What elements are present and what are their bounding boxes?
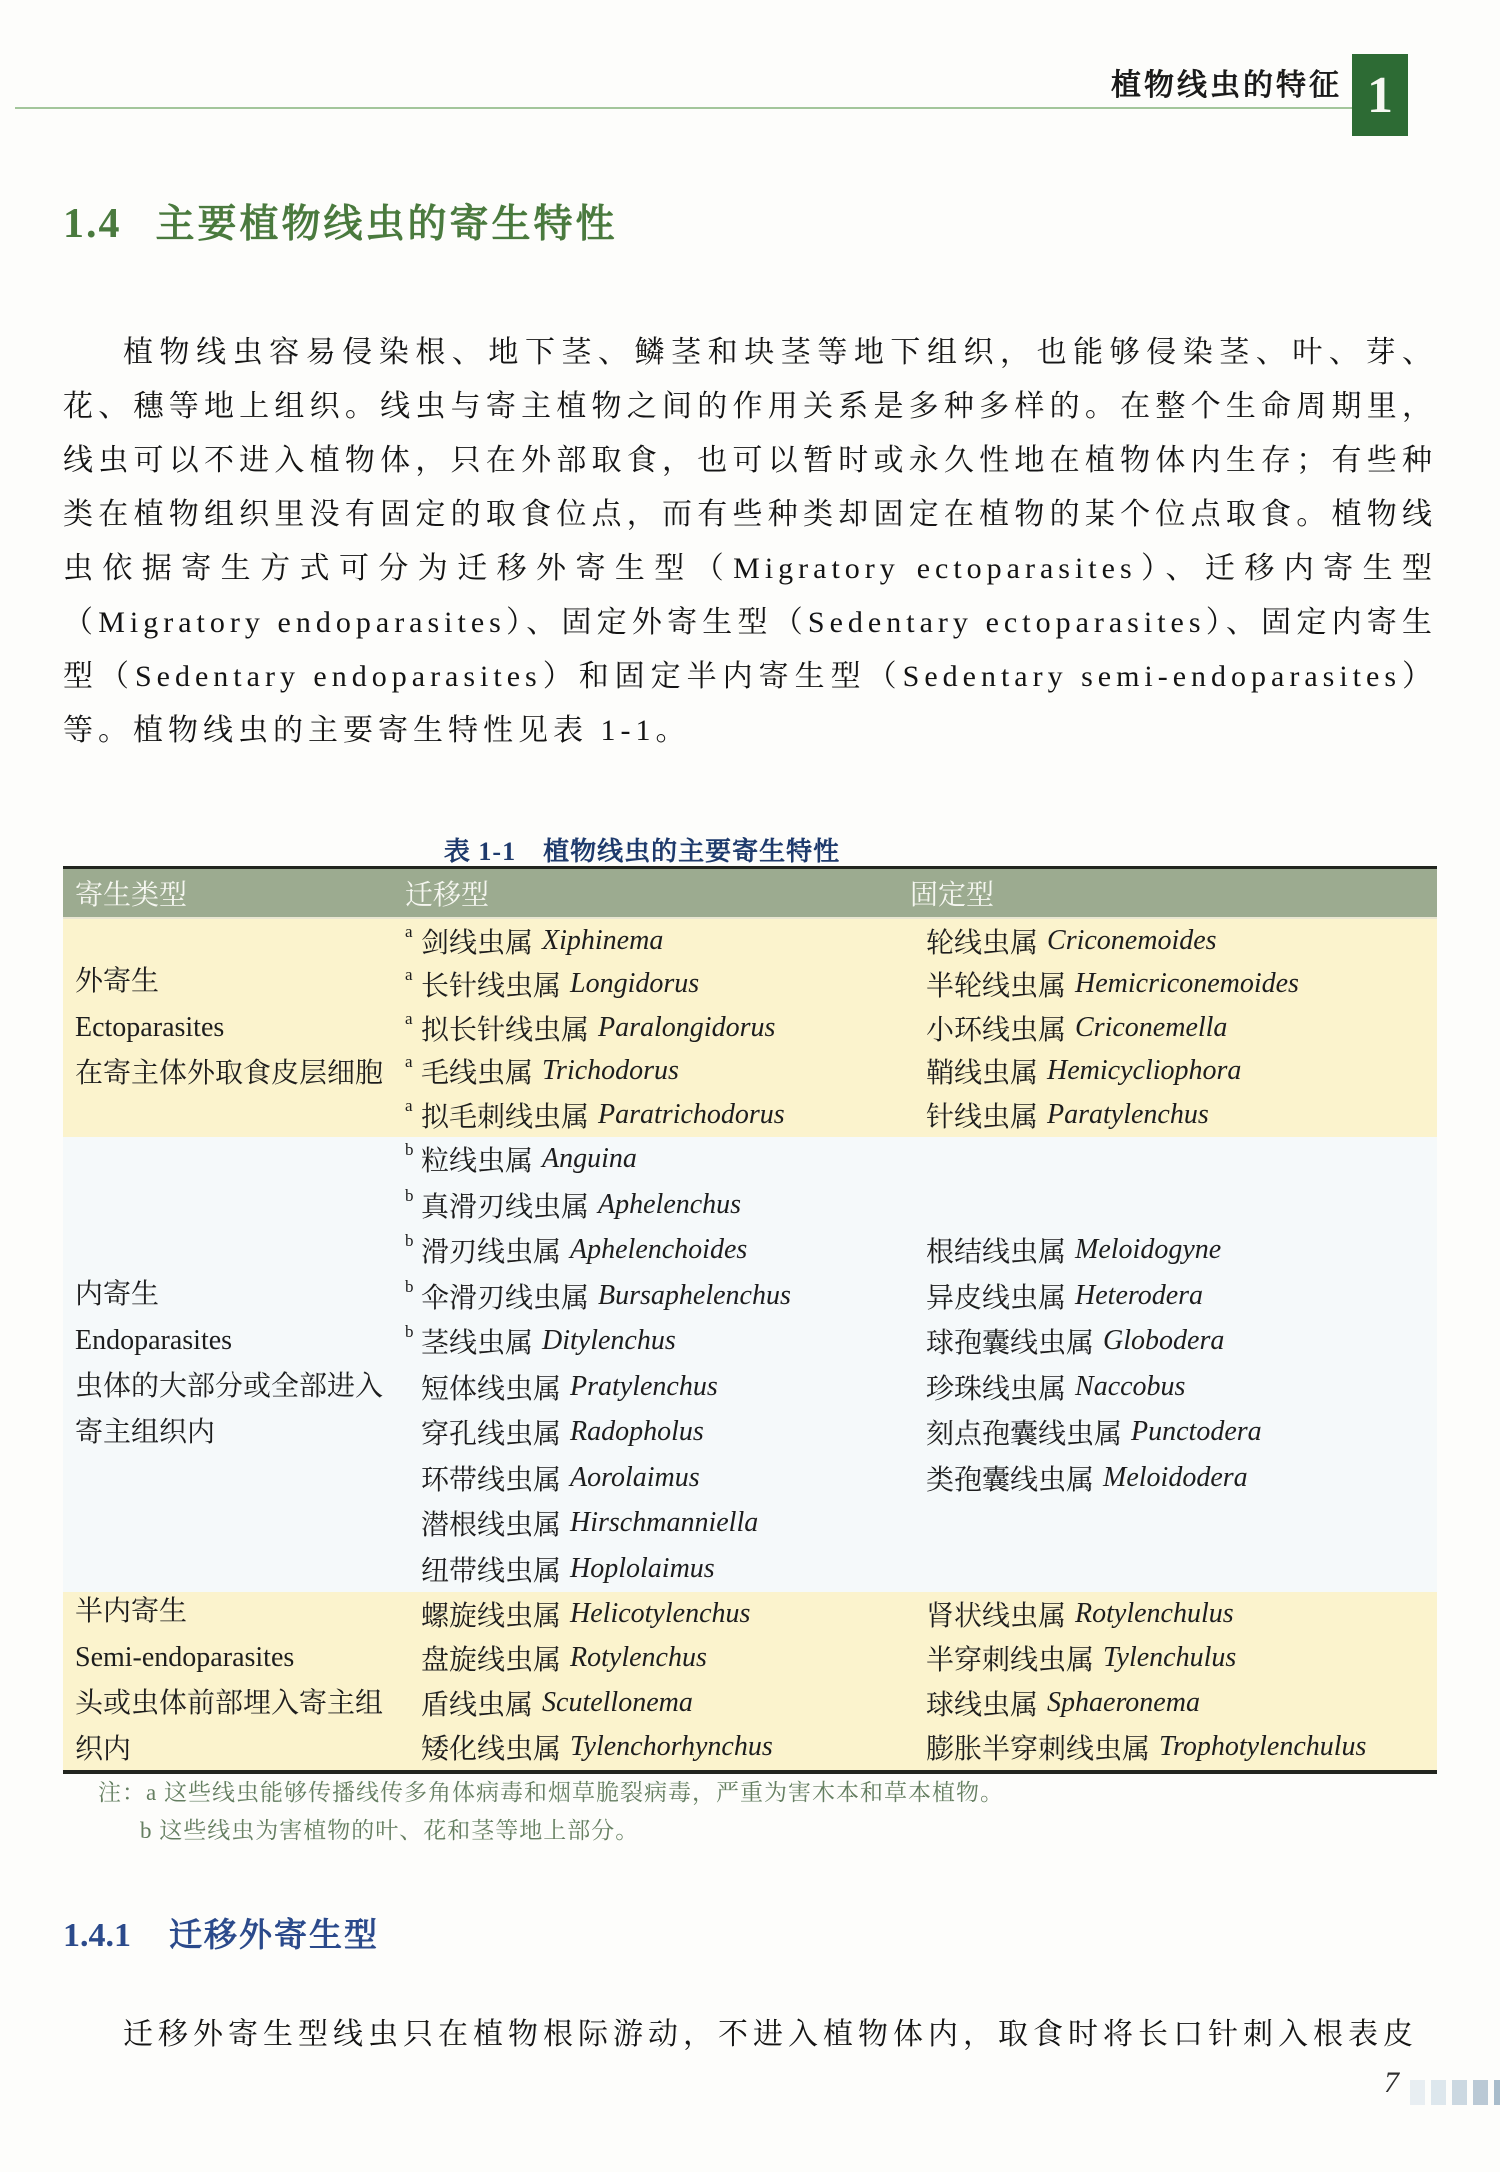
genus-footnote-mark: b [405, 1276, 414, 1296]
type-line: Endoparasites [75, 1325, 233, 1356]
genus-name-cn: 粒线虫属 [421, 1146, 534, 1178]
parasitism-type-cell [63, 1592, 405, 1770]
genus-cell [910, 1636, 1437, 1681]
parasitism-type-cell [63, 1137, 405, 1592]
genus-name-cn: 针线虫属 [926, 1101, 1039, 1133]
genus-name-latin: Heterodera [1075, 1279, 1204, 1311]
body-paragraph: 迁移外寄生型线虫只在植物根际游动，不进入植物体内，取食时将长口针刺入根表皮 [123, 2018, 1418, 2051]
genus-cell [405, 1273, 910, 1319]
section-title: 主要植物线虫的寄生特性 [155, 203, 618, 246]
genus-cell [910, 1228, 1437, 1274]
type-line: Ectoparasites [75, 1011, 225, 1043]
genus-name-latin: Paratylenchus [1047, 1098, 1209, 1130]
genus-cell [910, 1319, 1437, 1365]
genus-name-latin: Aorolaimus [570, 1461, 700, 1493]
genus-name-cn: 拟长针线虫属 [421, 1014, 590, 1046]
genus-name-latin: Sphaeronema [1047, 1686, 1200, 1718]
genus-name-cn: 刻点孢囊线虫属 [926, 1419, 1123, 1451]
genus-name-cn: 螺旋线虫属 [421, 1600, 562, 1632]
genus-name-cn: 球线虫属 [926, 1689, 1039, 1721]
genus-name-cn: 小环线虫属 [926, 1014, 1067, 1046]
note-line: b 这些线虫为害植物的叶、花和茎等地上部分。 [140, 1818, 640, 1843]
genus-name-cn: 剑线虫属 [421, 927, 534, 959]
genus-name-cn: 伞滑刃线虫属 [421, 1282, 590, 1314]
genus-name-cn: 轮线虫属 [926, 927, 1039, 959]
note-line: 注：a 这些线虫能够传播线传多角体病毒和烟草脆裂病毒，严重为害木本和草本植物。 [98, 1780, 1004, 1805]
genus-name-latin: Ditylenchus [542, 1325, 676, 1357]
genus-name-cn: 长针线虫属 [421, 971, 562, 1003]
genus-cell [405, 1636, 910, 1681]
chapter-number: 1 [1367, 66, 1393, 124]
genus-name-cn: 短体线虫属 [421, 1373, 562, 1405]
genus-cell [405, 1050, 910, 1094]
table-section [63, 1137, 1437, 1592]
subsection-title: 迁移外寄生型 [169, 1916, 379, 1953]
genus-name-latin: Aphelenchoides [570, 1234, 748, 1266]
subsection-number: 1.4.1 [63, 1917, 131, 1954]
genus-cell [405, 1364, 910, 1410]
genus-cell [405, 1681, 910, 1726]
genus-name-latin: Paralongidorus [598, 1011, 776, 1043]
page-edge-marks [1410, 2080, 1500, 2105]
genus-footnote-mark: a [405, 965, 413, 985]
subsection-heading [63, 1918, 379, 1953]
genus-name-latin: Xiphinema [542, 924, 664, 956]
genus-cell [405, 919, 910, 963]
genus-cell [405, 1319, 910, 1365]
genus-name-latin: Hemicycliophora [1047, 1055, 1242, 1087]
genus-name-latin: Bursaphelenchus [598, 1279, 791, 1311]
genus-name-latin: Naccobus [1075, 1370, 1186, 1402]
genus-cell [405, 1182, 910, 1228]
genus-name-latin: Trichodorus [542, 1055, 679, 1087]
genus-name-latin: Longidorus [570, 968, 700, 1000]
genus-name-latin: Hemicriconemoides [1075, 968, 1299, 1000]
genus-footnote-mark: a [405, 921, 413, 941]
genus-cell [910, 1050, 1437, 1094]
genus-name-latin: Punctodera [1131, 1416, 1262, 1448]
genus-name-cn: 毛线虫属 [421, 1058, 534, 1090]
genus-name-latin: Paratrichodorus [598, 1098, 785, 1130]
genus-name-latin: Rotylenchulus [1075, 1597, 1234, 1629]
genus-name-cn: 纽带线虫属 [421, 1555, 562, 1587]
genus-name-latin: Pratylenchus [570, 1370, 718, 1402]
genus-name-latin: Meloidogyne [1075, 1234, 1222, 1266]
genus-cell [910, 1725, 1437, 1770]
genus-cell [405, 963, 910, 1007]
genus-name-cn: 矮化线虫属 [421, 1734, 562, 1766]
table-caption: 表 1-1 植物线虫的主要寄生特性 [443, 837, 841, 866]
genus-name-latin: Tylenchulus [1103, 1642, 1237, 1674]
genus-cell [910, 1681, 1437, 1726]
genus-cell [405, 1725, 910, 1770]
genus-cell [910, 1410, 1437, 1456]
genus-name-cn: 真滑刃线虫属 [421, 1191, 590, 1223]
section-heading [63, 203, 618, 245]
genus-cell [910, 1364, 1437, 1410]
type-line: 织内 [75, 1733, 132, 1765]
edge-mark [1431, 2080, 1446, 2105]
genus-name-cn: 球孢囊线虫属 [926, 1328, 1095, 1360]
parasitism-table [63, 866, 1437, 1774]
genus-name-cn: 膨胀半穿刺线虫属 [926, 1734, 1151, 1766]
table-header-row [63, 869, 1437, 919]
genus-name-cn: 半轮线虫属 [926, 971, 1067, 1003]
genus-name-latin: Criconemella [1075, 1011, 1228, 1043]
table-section [63, 1592, 1437, 1770]
column-header-sedentary: 固定型 [910, 880, 995, 911]
header-rule [15, 107, 1353, 109]
table-section [63, 919, 1437, 1137]
type-line: 外寄生 [75, 965, 160, 997]
parasitism-table-body [63, 919, 1437, 1770]
genus-cell [405, 1546, 910, 1592]
genus-cell [910, 1273, 1437, 1319]
genus-name-cn: 盘旋线虫属 [421, 1645, 562, 1677]
genus-footnote-mark: a [405, 1052, 413, 1072]
page-number: 7 [1384, 2066, 1399, 2099]
genus-name-cn: 滑刃线虫属 [421, 1237, 562, 1269]
genus-name-cn: 茎线虫属 [421, 1328, 534, 1360]
genus-cell [910, 1006, 1437, 1050]
genus-cell [405, 1137, 910, 1183]
genus-name-cn: 类孢囊线虫属 [926, 1464, 1095, 1496]
genus-cell [910, 1455, 1437, 1501]
section-number: 1.4 [63, 201, 122, 247]
genus-cell [910, 919, 1437, 963]
genus-footnote-mark: b [405, 1322, 414, 1342]
genus-name-cn: 穿孔线虫属 [421, 1419, 562, 1451]
type-line: 头或虫体前部埋入寄主组 [75, 1687, 384, 1719]
genus-name-latin: Aphelenchus [598, 1188, 742, 1220]
genus-cell [910, 963, 1437, 1007]
genus-cell [405, 1592, 910, 1637]
genus-cell [405, 1006, 910, 1050]
type-line: 在寄主体外取食皮层细胞 [75, 1057, 384, 1089]
type-line: 半内寄生 [75, 1595, 188, 1627]
type-line: 虫体的大部分或全部进入 [75, 1371, 384, 1402]
edge-mark [1494, 2080, 1500, 2105]
genus-cell [405, 1228, 910, 1274]
type-line: 内寄生 [75, 1279, 160, 1310]
genus-cell [910, 1093, 1437, 1137]
genus-name-latin: Hoplolaimus [570, 1552, 715, 1584]
genus-name-cn: 肾状线虫属 [926, 1600, 1067, 1632]
genus-name-cn: 拟毛刺线虫属 [421, 1101, 590, 1133]
genus-footnote-mark: a [405, 1095, 413, 1115]
genus-name-latin: Criconemoides [1047, 924, 1217, 956]
genus-name-cn: 潜根线虫属 [421, 1510, 562, 1542]
edge-mark [1473, 2080, 1488, 2105]
genus-footnote-mark: b [405, 1185, 414, 1205]
genus-name-cn: 珍珠线虫属 [926, 1373, 1067, 1405]
genus-cell [910, 1592, 1437, 1637]
genus-name-latin: Meloidodera [1103, 1461, 1248, 1493]
genus-cell [910, 1182, 1437, 1228]
genus-name-latin: Tylenchorhynchus [570, 1731, 773, 1763]
genus-name-cn: 鞘线虫属 [926, 1058, 1039, 1090]
genus-footnote-mark: b [405, 1231, 414, 1251]
parasitism-type-cell [63, 919, 405, 1137]
genus-name-latin: Hirschmanniella [570, 1507, 759, 1539]
genus-cell [405, 1455, 910, 1501]
genus-name-latin: Anguina [542, 1143, 637, 1175]
chapter-title: 植物线虫的特征 [1111, 69, 1342, 102]
genus-cell [405, 1093, 910, 1137]
table-notes [98, 1774, 1004, 1850]
genus-name-cn: 异皮线虫属 [926, 1282, 1067, 1314]
genus-name-latin: Rotylenchus [570, 1642, 707, 1674]
genus-cell [910, 1546, 1437, 1592]
edge-mark [1410, 2080, 1425, 2105]
type-line: Semi-endoparasites [75, 1641, 295, 1673]
genus-cell [405, 1501, 910, 1547]
genus-name-latin: Trophotylenchulus [1159, 1731, 1367, 1763]
intro-paragraph: 植物线虫容易侵染根、地下茎、鳞茎和块茎等地下组织，也能够侵染茎、叶、芽、花、穗等地上组织。线虫与寄主植物之间的作用关系是多种多样的。在整个生命周期里，线虫可以不进入植物体，只在外部取食，也可以暂时或永久性地在植物体内生存；有些种类在植物组织里没有固定的取食位点，而有些种类却固定在植物的某个位点取食。植物线虫依据寄生方式可分为迁移外寄生型（Migratory ectoparasites）、迁移内寄生型（Migratory endoparasites）、固定外寄生型（Sedentary ectoparasites）、固定内寄生型（Sedentary endoparasites）和固定半内寄生型（Sedentary semi-endoparasites）等。植物线虫的主要寄生特性见表 1-1。 [63, 336, 1437, 747]
genus-name-latin: Radopholus [570, 1416, 704, 1448]
genus-name-cn: 环带线虫属 [421, 1464, 562, 1496]
genus-name-cn: 半穿刺线虫属 [926, 1645, 1095, 1677]
genus-name-latin: Scutellonema [542, 1686, 693, 1718]
type-line: 寄主组织内 [75, 1417, 216, 1448]
genus-name-latin: Globodera [1103, 1325, 1225, 1357]
column-header-parasitism-type: 寄生类型 [75, 880, 188, 911]
genus-cell [405, 1410, 910, 1456]
genus-footnote-mark: b [405, 1140, 414, 1160]
genus-cell [910, 1137, 1437, 1183]
genus-name-cn: 盾线虫属 [421, 1689, 534, 1721]
genus-cell [910, 1501, 1437, 1547]
column-header-migratory: 迁移型 [405, 880, 490, 911]
chapter-number-box [1352, 54, 1408, 136]
genus-name-cn: 根结线虫属 [926, 1237, 1067, 1269]
genus-footnote-mark: a [405, 1008, 413, 1028]
edge-mark [1452, 2080, 1467, 2105]
genus-name-latin: Helicotylenchus [570, 1597, 751, 1629]
